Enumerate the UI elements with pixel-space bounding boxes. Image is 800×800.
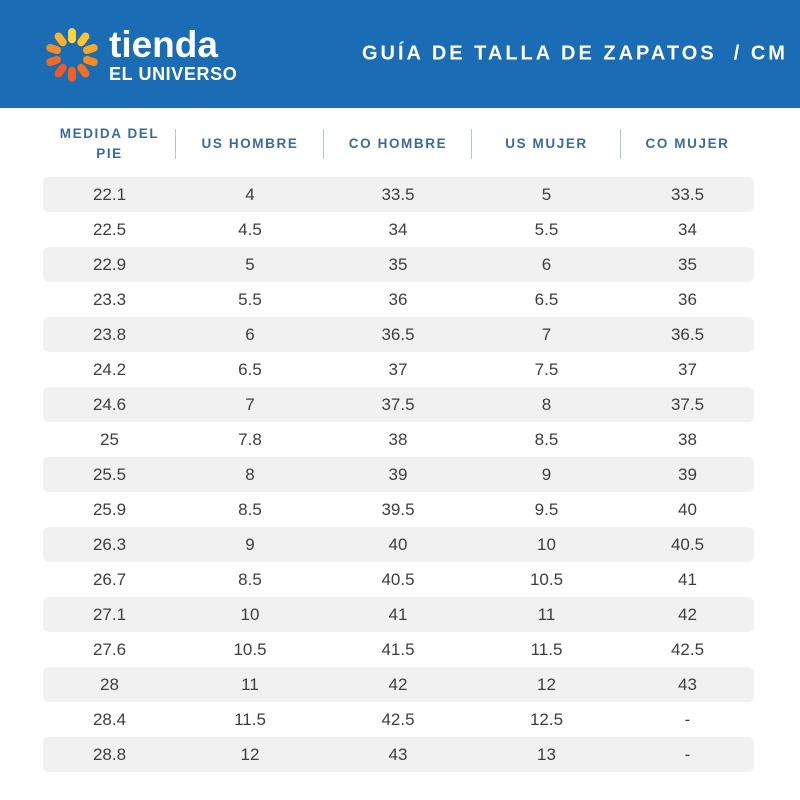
table-cell: 7 <box>541 324 552 344</box>
sun-petal <box>82 43 99 55</box>
table-row <box>43 702 754 737</box>
table-cell: 6 <box>541 254 552 274</box>
table-cell: 9 <box>245 534 255 554</box>
table-cell: 6 <box>245 324 255 344</box>
table-cell: 10 <box>240 604 260 624</box>
brand-name-line2: EL UNIVERSO <box>109 63 238 84</box>
table-cell: 12 <box>240 744 260 764</box>
table-cell: 33.5 <box>670 184 705 204</box>
table-cell: 6.5 <box>534 289 559 309</box>
table-cell: 8 <box>541 394 552 414</box>
sun-petal <box>45 55 62 67</box>
table-header-row <box>43 117 754 171</box>
table-cell: 11 <box>537 604 556 624</box>
table-cell: 42.5 <box>670 639 705 659</box>
table-cell: 28 <box>100 674 119 694</box>
table-cell: 37 <box>388 359 408 379</box>
table-cell: 33.5 <box>381 184 415 204</box>
table-cell: 6.5 <box>238 359 262 379</box>
table-cell: 4.5 <box>238 219 262 239</box>
table-cell: 42 <box>678 604 697 624</box>
sun-petal <box>76 62 91 79</box>
table-cell: 8 <box>245 464 255 484</box>
table-cell: 7 <box>245 394 255 414</box>
table-cell: 27.1 <box>92 604 127 624</box>
table-row <box>43 212 754 247</box>
table-row <box>43 492 754 527</box>
table-cell: 25 <box>100 429 119 449</box>
table-cell: 9.5 <box>534 499 559 519</box>
table-row <box>43 737 754 772</box>
table-cell: 8.5 <box>534 429 559 449</box>
table-cell: 5.5 <box>534 219 559 239</box>
table-row <box>43 387 754 422</box>
table-cell: 12 <box>537 674 556 694</box>
table-cell: 22.1 <box>92 184 127 204</box>
table-cell: 37.5 <box>670 394 705 414</box>
sun-petal <box>45 43 62 55</box>
sun-petal <box>53 62 68 79</box>
table-cell: 41 <box>678 569 697 589</box>
table-cell: 26.7 <box>92 569 127 589</box>
table-cell: 11.5 <box>234 709 266 729</box>
table-cell: 5.5 <box>238 289 262 309</box>
table-cell: 7.5 <box>534 359 559 379</box>
table-cell: 37 <box>678 359 697 379</box>
table-cell: 40.5 <box>670 534 705 554</box>
table-cell: 38 <box>388 429 408 449</box>
table-row <box>43 562 754 597</box>
column-header: US HOMBRE <box>176 128 324 160</box>
sun-petal <box>68 28 76 43</box>
sun-petal <box>68 67 76 82</box>
table-cell: 10 <box>537 534 556 554</box>
table-row <box>43 667 754 702</box>
table-cell: 4 <box>245 184 255 204</box>
table-cell: 11 <box>241 674 259 694</box>
table-cell: 38 <box>678 429 697 449</box>
table-cell: 22.9 <box>92 254 127 274</box>
column-header: CO HOMBRE <box>324 128 472 160</box>
table-cell: 28.4 <box>92 709 127 729</box>
table-cell: 43 <box>388 744 408 764</box>
table-cell: - <box>684 744 691 764</box>
table-cell: 36.5 <box>670 324 705 344</box>
table-cell: 40 <box>388 534 408 554</box>
table-cell: 28.8 <box>92 744 127 764</box>
size-table-body <box>43 177 754 772</box>
table-row <box>43 317 754 352</box>
brand-logo <box>44 25 237 83</box>
table-cell: 8.5 <box>238 499 262 519</box>
table-cell: 22.5 <box>92 219 127 239</box>
table-cell: 36 <box>678 289 697 309</box>
table-cell: 42 <box>388 674 408 694</box>
table-row <box>43 177 754 212</box>
table-cell: 10.5 <box>233 639 267 659</box>
sunburst-icon <box>44 27 100 83</box>
table-cell: 5 <box>245 254 255 274</box>
table-cell: 40.5 <box>381 569 415 589</box>
table-cell: 34 <box>678 219 697 239</box>
table-cell: 9 <box>541 464 552 484</box>
table-cell: 23.3 <box>92 289 127 309</box>
sun-petal <box>82 55 99 67</box>
table-cell: 23.8 <box>92 324 127 344</box>
table-row <box>43 247 754 282</box>
table-cell: 27.6 <box>92 639 127 659</box>
table-row <box>43 282 754 317</box>
brand-name <box>109 23 238 84</box>
table-row <box>43 632 754 667</box>
table-cell: 41 <box>388 604 408 624</box>
table-cell: 35 <box>388 254 408 274</box>
page-title: GUÍA DE TALLA DE ZAPATOS / CM <box>362 42 788 65</box>
table-cell: 8.5 <box>238 569 262 589</box>
column-header: US MUJER <box>472 128 621 160</box>
table-cell: - <box>684 709 691 729</box>
table-cell: 39.5 <box>381 499 415 519</box>
brand-name-line1: tienda <box>109 23 218 65</box>
table-cell: 24.2 <box>92 359 127 379</box>
table-cell: 37.5 <box>381 394 415 414</box>
table-cell: 13 <box>537 744 556 764</box>
table-cell: 5 <box>541 184 552 204</box>
table-cell: 42.5 <box>381 709 415 729</box>
sun-petal <box>53 31 68 48</box>
column-header: CO MUJER <box>645 136 730 152</box>
table-cell: 25.9 <box>92 499 127 519</box>
table-row <box>43 422 754 457</box>
table-cell: 10.5 <box>529 569 564 589</box>
app-header <box>0 0 800 108</box>
table-cell: 36 <box>388 289 408 309</box>
table-cell: 7.8 <box>238 429 262 449</box>
table-cell: 34 <box>388 219 408 239</box>
table-cell: 41.5 <box>381 639 415 659</box>
table-cell: 12.5 <box>529 709 564 729</box>
table-cell: 36.5 <box>381 324 415 344</box>
column-header: MEDIDA DEL PIE <box>43 118 176 169</box>
sun-petal <box>76 31 91 48</box>
table-cell: 39 <box>678 464 697 484</box>
table-cell: 35 <box>678 254 697 274</box>
table-cell: 40 <box>678 499 697 519</box>
table-row <box>43 352 754 387</box>
table-cell: 11.5 <box>530 639 563 659</box>
table-cell: 39 <box>388 464 408 484</box>
table-row <box>43 527 754 562</box>
table-cell: 24.6 <box>92 394 127 414</box>
table-row <box>43 597 754 632</box>
table-cell: 43 <box>678 674 697 694</box>
table-cell: 25.5 <box>92 464 127 484</box>
table-row <box>43 457 754 492</box>
table-cell: 26.3 <box>92 534 127 554</box>
